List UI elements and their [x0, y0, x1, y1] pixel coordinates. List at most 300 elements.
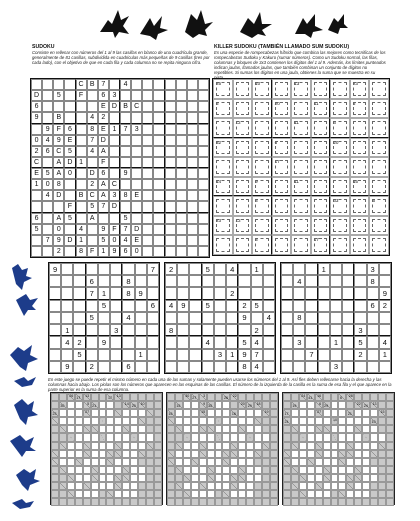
- sudoku-cell[interactable]: [61, 275, 73, 287]
- kakuro-input-cell[interactable]: [106, 466, 114, 474]
- sudoku-cell[interactable]: [165, 79, 176, 90]
- sudoku-cell[interactable]: 4: [42, 190, 53, 201]
- kakuro-input-cell[interactable]: [331, 466, 339, 474]
- killer-cell[interactable]: [272, 157, 292, 177]
- kakuro-input-cell[interactable]: [323, 490, 331, 498]
- kakuro-input-cell[interactable]: [354, 417, 362, 425]
- sudoku-cell[interactable]: [330, 324, 342, 336]
- sudoku-cell[interactable]: [153, 235, 164, 246]
- sudoku-cell[interactable]: [120, 90, 131, 101]
- sudoku-cell[interactable]: [122, 349, 134, 361]
- kakuro-input-cell[interactable]: [254, 409, 262, 417]
- kakuro-input-cell[interactable]: [222, 474, 230, 482]
- sudoku-cell[interactable]: [187, 235, 198, 246]
- sudoku-cell[interactable]: [305, 361, 317, 373]
- kakuro-input-cell[interactable]: [370, 409, 378, 417]
- sudoku-cell[interactable]: A: [98, 190, 109, 201]
- kakuro-input-cell[interactable]: [370, 466, 378, 474]
- killer-cell[interactable]: [291, 99, 311, 119]
- sudoku-cell[interactable]: [367, 312, 379, 324]
- sudoku-cell[interactable]: 7: [251, 349, 263, 361]
- sudoku-cell[interactable]: [176, 213, 187, 224]
- kakuro-input-cell[interactable]: [67, 466, 75, 474]
- sudoku-cell[interactable]: [202, 324, 214, 336]
- sudoku-cell[interactable]: [176, 135, 187, 146]
- sudoku-cell[interactable]: [142, 235, 153, 246]
- sudoku-cell[interactable]: [176, 246, 187, 257]
- sudoku-cell[interactable]: [110, 275, 122, 287]
- sudoku-cell[interactable]: [187, 90, 198, 101]
- sudoku-cell[interactable]: [226, 312, 238, 324]
- sudoku-cell[interactable]: [226, 336, 238, 348]
- sudoku-cell[interactable]: C: [131, 101, 142, 112]
- sudoku-cell[interactable]: 4: [251, 361, 263, 373]
- kakuro-input-cell[interactable]: [122, 458, 130, 466]
- sudoku-cell[interactable]: [198, 135, 209, 146]
- sudoku-cell[interactable]: [135, 324, 147, 336]
- sudoku-cell[interactable]: [165, 275, 177, 287]
- sudoku-cell[interactable]: 2: [73, 336, 85, 348]
- sudoku-cell[interactable]: A: [53, 157, 64, 168]
- killer-cell[interactable]: [272, 138, 292, 158]
- kakuro-input-cell[interactable]: [230, 458, 238, 466]
- kakuro-input-cell[interactable]: [222, 482, 230, 490]
- sudoku-cell[interactable]: [110, 361, 122, 373]
- sudoku-cell[interactable]: [42, 201, 53, 212]
- kakuro-input-cell[interactable]: [99, 482, 107, 490]
- sudoku-cell[interactable]: [165, 224, 176, 235]
- sudoku-cell[interactable]: 5: [251, 300, 263, 312]
- kakuro-input-cell[interactable]: [207, 482, 215, 490]
- killer-cell[interactable]: [330, 177, 350, 197]
- kakuro-input-cell[interactable]: [338, 433, 346, 441]
- kakuro-input-cell[interactable]: [354, 409, 362, 417]
- sudoku-cell[interactable]: [110, 263, 122, 275]
- sudoku-cell[interactable]: 4: [251, 336, 263, 348]
- kakuro-input-cell[interactable]: [122, 442, 130, 450]
- sudoku-cell[interactable]: [187, 146, 198, 157]
- sudoku-cell[interactable]: D: [64, 235, 75, 246]
- sudoku-cell[interactable]: 6: [98, 168, 109, 179]
- sudoku-cell[interactable]: 9: [42, 124, 53, 135]
- sudoku-cell[interactable]: [176, 101, 187, 112]
- sudoku-cell[interactable]: [251, 275, 263, 287]
- sudoku-cell[interactable]: 7: [98, 201, 109, 212]
- kakuro-input-cell[interactable]: [91, 409, 99, 417]
- sudoku-cell[interactable]: [64, 179, 75, 190]
- sudoku-cell[interactable]: [98, 324, 110, 336]
- sudoku-cell[interactable]: [281, 263, 293, 275]
- sudoku-cell[interactable]: [76, 179, 87, 190]
- sudoku-cell[interactable]: [342, 287, 354, 299]
- sudoku-cell[interactable]: [177, 312, 189, 324]
- sudoku-cell[interactable]: [177, 361, 189, 373]
- kakuro-input-cell[interactable]: [299, 458, 307, 466]
- kakuro-input-cell[interactable]: [315, 474, 323, 482]
- killer-cell[interactable]: [350, 79, 370, 99]
- kakuro-input-cell[interactable]: [338, 474, 346, 482]
- killer-cell[interactable]: [252, 177, 272, 197]
- kakuro-input-cell[interactable]: [246, 425, 254, 433]
- kakuro-input-cell[interactable]: [75, 450, 83, 458]
- sudoku-cell[interactable]: 4: [263, 312, 275, 324]
- kakuro-input-cell[interactable]: [59, 450, 67, 458]
- sudoku-cell[interactable]: [61, 263, 73, 275]
- kakuro-input-cell[interactable]: [99, 409, 107, 417]
- sudoku-cell[interactable]: [189, 324, 201, 336]
- killer-cell[interactable]: [291, 157, 311, 177]
- sudoku-cell[interactable]: [263, 324, 275, 336]
- kakuro-input-cell[interactable]: [183, 425, 191, 433]
- sudoku-cell[interactable]: [73, 312, 85, 324]
- sudoku-cell[interactable]: F: [98, 157, 109, 168]
- kakuro-input-cell[interactable]: [307, 433, 315, 441]
- sudoku-cell[interactable]: [293, 263, 305, 275]
- killer-cell[interactable]: [233, 157, 253, 177]
- sudoku-cell[interactable]: [53, 201, 64, 212]
- sudoku-cell[interactable]: [153, 179, 164, 190]
- kakuro-input-cell[interactable]: [67, 417, 75, 425]
- sudoku-cell[interactable]: [305, 312, 317, 324]
- sudoku-cell[interactable]: [86, 349, 98, 361]
- sudoku-cell[interactable]: E: [31, 168, 42, 179]
- sudoku-cell[interactable]: 9: [135, 287, 147, 299]
- kakuro-input-cell[interactable]: [215, 458, 223, 466]
- sudoku-cell[interactable]: [42, 90, 53, 101]
- kakuro-input-cell[interactable]: [75, 490, 83, 498]
- sudoku-cell[interactable]: [202, 275, 214, 287]
- sudoku-cell[interactable]: [120, 135, 131, 146]
- sudoku-cell[interactable]: [176, 235, 187, 246]
- sudoku-cell[interactable]: [142, 201, 153, 212]
- sudoku-cell[interactable]: [120, 201, 131, 212]
- kakuro-input-cell[interactable]: [67, 425, 75, 433]
- sudoku-cell[interactable]: [226, 361, 238, 373]
- sudoku-cell[interactable]: 4: [87, 112, 98, 123]
- sudoku-cell[interactable]: [131, 146, 142, 157]
- kakuro-input-cell[interactable]: [191, 474, 199, 482]
- kakuro-input-cell[interactable]: [299, 425, 307, 433]
- kakuro-input-cell[interactable]: [91, 490, 99, 498]
- killer-cell[interactable]: [369, 118, 389, 138]
- sudoku-cell[interactable]: A: [98, 146, 109, 157]
- sudoku-cell[interactable]: 9: [98, 336, 110, 348]
- sudoku-cell[interactable]: 6: [42, 146, 53, 157]
- killer-cell[interactable]: [369, 79, 389, 99]
- killer-cell[interactable]: [311, 99, 331, 119]
- kakuro-input-cell[interactable]: [362, 425, 370, 433]
- sudoku-cell[interactable]: 5: [31, 224, 42, 235]
- kakuro-input-cell[interactable]: [114, 417, 122, 425]
- sudoku-cell[interactable]: [367, 349, 379, 361]
- killer-cell[interactable]: [272, 235, 292, 255]
- kakuro-input-cell[interactable]: [75, 466, 83, 474]
- kakuro-input-cell[interactable]: [238, 417, 246, 425]
- sudoku-cell[interactable]: [109, 112, 120, 123]
- killer-cell[interactable]: [350, 138, 370, 158]
- killer-cell[interactable]: [252, 157, 272, 177]
- sudoku-cell[interactable]: [86, 336, 98, 348]
- sudoku-cell[interactable]: 6: [120, 246, 131, 257]
- kakuro-input-cell[interactable]: [138, 474, 146, 482]
- sudoku-cell[interactable]: [214, 361, 226, 373]
- sudoku-cell[interactable]: 1: [330, 336, 342, 348]
- kakuro-input-cell[interactable]: [106, 417, 114, 425]
- killer-cell[interactable]: [350, 157, 370, 177]
- sudoku-cell[interactable]: [98, 349, 110, 361]
- sudoku-cell[interactable]: [379, 312, 391, 324]
- sudoku-cell[interactable]: [110, 336, 122, 348]
- sudoku-cell[interactable]: [330, 300, 342, 312]
- sudoku-cell[interactable]: [64, 101, 75, 112]
- sudoku-cell[interactable]: [73, 300, 85, 312]
- kakuro-input-cell[interactable]: [67, 409, 75, 417]
- sudoku-cell[interactable]: [147, 361, 159, 373]
- sudoku-cell[interactable]: [189, 361, 201, 373]
- sudoku-cell[interactable]: [263, 336, 275, 348]
- sudoku-cell[interactable]: 9: [238, 349, 250, 361]
- kakuro-input-cell[interactable]: [199, 433, 207, 441]
- kakuro-input-cell[interactable]: [362, 450, 370, 458]
- kakuro-input-cell[interactable]: [83, 458, 91, 466]
- sudoku-cell[interactable]: [64, 224, 75, 235]
- sudoku-cell[interactable]: [238, 263, 250, 275]
- sudoku-cell[interactable]: [73, 275, 85, 287]
- sudoku-cell[interactable]: [98, 263, 110, 275]
- sudoku-cell[interactable]: [153, 201, 164, 212]
- sudoku-cell[interactable]: [342, 275, 354, 287]
- sudoku-cell[interactable]: 2: [238, 300, 250, 312]
- kakuro-input-cell[interactable]: [354, 442, 362, 450]
- sudoku-cell[interactable]: [165, 235, 176, 246]
- kakuro-input-cell[interactable]: [146, 433, 154, 441]
- sudoku-cell[interactable]: 7: [305, 349, 317, 361]
- kakuro-input-cell[interactable]: [331, 450, 339, 458]
- kakuro-input-cell[interactable]: [307, 466, 315, 474]
- sudoku-cell[interactable]: 5: [64, 213, 75, 224]
- sudoku-cell[interactable]: [31, 79, 42, 90]
- kakuro-input-cell[interactable]: [130, 425, 138, 433]
- sudoku-cell[interactable]: 1: [98, 246, 109, 257]
- sudoku-cell[interactable]: [176, 146, 187, 157]
- sudoku-cell[interactable]: [198, 213, 209, 224]
- sudoku-cell[interactable]: [226, 324, 238, 336]
- sudoku-cell[interactable]: [142, 168, 153, 179]
- sudoku-cell[interactable]: [98, 275, 110, 287]
- sudoku-cell[interactable]: 0: [109, 235, 120, 246]
- sudoku-cell[interactable]: [281, 287, 293, 299]
- sudoku-cell[interactable]: [342, 336, 354, 348]
- sudoku-cell[interactable]: [142, 79, 153, 90]
- killer-cell[interactable]: [272, 177, 292, 197]
- kakuro-input-cell[interactable]: [230, 433, 238, 441]
- sudoku-cell[interactable]: [31, 246, 42, 257]
- kakuro-input-cell[interactable]: [246, 490, 254, 498]
- kakuro-input-cell[interactable]: [315, 458, 323, 466]
- sudoku-cell[interactable]: [305, 300, 317, 312]
- sudoku-cell[interactable]: [198, 90, 209, 101]
- kakuro-input-cell[interactable]: [346, 433, 354, 441]
- sudoku-cell[interactable]: 4: [120, 235, 131, 246]
- sudoku-cell[interactable]: [330, 275, 342, 287]
- sudoku-cell[interactable]: [53, 101, 64, 112]
- kakuro-input-cell[interactable]: [191, 450, 199, 458]
- sudoku-cell[interactable]: [73, 361, 85, 373]
- kakuro-input-cell[interactable]: [362, 409, 370, 417]
- kakuro-input-cell[interactable]: [75, 401, 83, 409]
- kakuro-input-cell[interactable]: [106, 442, 114, 450]
- sudoku-cell[interactable]: [153, 246, 164, 257]
- sudoku-cell[interactable]: [165, 179, 176, 190]
- sudoku-cell[interactable]: [135, 361, 147, 373]
- sudoku-cell[interactable]: [318, 287, 330, 299]
- sudoku-cell[interactable]: [187, 112, 198, 123]
- sudoku-cell[interactable]: [73, 324, 85, 336]
- sudoku-cell[interactable]: [214, 287, 226, 299]
- kakuro-input-cell[interactable]: [99, 474, 107, 482]
- kakuro-input-cell[interactable]: [138, 409, 146, 417]
- kakuro-input-cell[interactable]: [378, 433, 386, 441]
- kakuro-input-cell[interactable]: [215, 482, 223, 490]
- kakuro-input-cell[interactable]: [130, 442, 138, 450]
- sudoku-cell[interactable]: [87, 224, 98, 235]
- kakuro-input-cell[interactable]: [246, 482, 254, 490]
- sudoku-cell[interactable]: [49, 312, 61, 324]
- sudoku-cell[interactable]: [165, 157, 176, 168]
- kakuro-input-cell[interactable]: [83, 490, 91, 498]
- sudoku-cell[interactable]: 3: [109, 190, 120, 201]
- sudoku-cell[interactable]: 3: [131, 124, 142, 135]
- sudoku-cell[interactable]: [305, 324, 317, 336]
- killer-cell[interactable]: [213, 177, 233, 197]
- sudoku-cell[interactable]: [131, 168, 142, 179]
- sudoku-cell[interactable]: [87, 235, 98, 246]
- sudoku-cell[interactable]: [281, 349, 293, 361]
- sudoku-cell[interactable]: 4: [120, 79, 131, 90]
- killer-cell[interactable]: [350, 118, 370, 138]
- sudoku-cell[interactable]: [153, 213, 164, 224]
- sudoku-cell[interactable]: 1: [379, 349, 391, 361]
- kakuro-input-cell[interactable]: [199, 490, 207, 498]
- sudoku-cell[interactable]: [122, 300, 134, 312]
- sudoku-cell[interactable]: [131, 201, 142, 212]
- sudoku-cell[interactable]: [42, 213, 53, 224]
- killer-cell[interactable]: [272, 99, 292, 119]
- killer-cell[interactable]: [311, 79, 331, 99]
- sudoku-cell[interactable]: 6: [367, 300, 379, 312]
- sudoku-cell[interactable]: [73, 263, 85, 275]
- sudoku-cell[interactable]: D: [98, 135, 109, 146]
- kakuro-input-cell[interactable]: [230, 490, 238, 498]
- kakuro-input-cell[interactable]: [246, 458, 254, 466]
- sudoku-cell[interactable]: 1: [135, 349, 147, 361]
- sudoku-cell[interactable]: 8: [53, 179, 64, 190]
- sudoku-cell[interactable]: [177, 287, 189, 299]
- kakuro-input-cell[interactable]: [138, 425, 146, 433]
- sudoku-cell[interactable]: [131, 79, 142, 90]
- kakuro-input-cell[interactable]: [99, 466, 107, 474]
- kakuro-input-cell[interactable]: [346, 417, 354, 425]
- sudoku-cell[interactable]: 9: [379, 287, 391, 299]
- sudoku-cell[interactable]: [354, 263, 366, 275]
- killer-cell[interactable]: [213, 196, 233, 216]
- sudoku-cell[interactable]: 9: [31, 112, 42, 123]
- kakuro-input-cell[interactable]: [191, 425, 199, 433]
- kakuro-input-cell[interactable]: [362, 474, 370, 482]
- sudoku-cell[interactable]: 2: [87, 179, 98, 190]
- kakuro-input-cell[interactable]: [338, 466, 346, 474]
- sudoku-cell[interactable]: [49, 287, 61, 299]
- sudoku-cell[interactable]: [379, 275, 391, 287]
- sudoku-cell[interactable]: E: [131, 190, 142, 201]
- sudoku-cell[interactable]: [147, 336, 159, 348]
- sudoku-cell[interactable]: [263, 349, 275, 361]
- sudoku-cell[interactable]: [189, 287, 201, 299]
- kakuro-input-cell[interactable]: [222, 401, 230, 409]
- sudoku-cell[interactable]: [131, 112, 142, 123]
- kakuro-input-cell[interactable]: [246, 474, 254, 482]
- killer-cell[interactable]: [311, 138, 331, 158]
- sudoku-cell[interactable]: [142, 224, 153, 235]
- sudoku-cell[interactable]: [64, 90, 75, 101]
- kakuro-input-cell[interactable]: [130, 482, 138, 490]
- sudoku-cell[interactable]: [214, 275, 226, 287]
- sudoku-cell[interactable]: [198, 112, 209, 123]
- kakuro-input-cell[interactable]: [99, 425, 107, 433]
- killer-cell[interactable]: [291, 118, 311, 138]
- sudoku-cell[interactable]: [342, 349, 354, 361]
- sudoku-cell[interactable]: 5: [87, 201, 98, 212]
- sudoku-cell[interactable]: [42, 224, 53, 235]
- sudoku-cell[interactable]: [109, 213, 120, 224]
- kakuro-input-cell[interactable]: [307, 450, 315, 458]
- sudoku-cell[interactable]: [53, 79, 64, 90]
- kakuro-input-cell[interactable]: [222, 409, 230, 417]
- sudoku-cell[interactable]: [109, 135, 120, 146]
- sudoku-cell[interactable]: [226, 300, 238, 312]
- sudoku-cell[interactable]: [142, 213, 153, 224]
- sudoku-cell[interactable]: [153, 168, 164, 179]
- sudoku-cell[interactable]: [281, 300, 293, 312]
- sudoku-cell[interactable]: [238, 324, 250, 336]
- kakuro-input-cell[interactable]: [138, 442, 146, 450]
- sudoku-cell[interactable]: [147, 275, 159, 287]
- sudoku-cell[interactable]: [187, 213, 198, 224]
- sudoku-cell[interactable]: [214, 263, 226, 275]
- sudoku-cell[interactable]: [318, 300, 330, 312]
- kakuro-input-cell[interactable]: [191, 490, 199, 498]
- killer-cell[interactable]: [330, 216, 350, 236]
- kakuro-input-cell[interactable]: [291, 409, 299, 417]
- sudoku-cell[interactable]: C: [109, 179, 120, 190]
- kakuro-input-cell[interactable]: [106, 482, 114, 490]
- killer-cell[interactable]: [252, 118, 272, 138]
- kakuro-input-cell[interactable]: [331, 482, 339, 490]
- sudoku-cell[interactable]: [318, 275, 330, 287]
- kakuro-input-cell[interactable]: [175, 458, 183, 466]
- kakuro-input-cell[interactable]: [299, 482, 307, 490]
- sudoku-cell[interactable]: [354, 300, 366, 312]
- sudoku-cell[interactable]: 2: [98, 112, 109, 123]
- killer-cell[interactable]: [233, 99, 253, 119]
- kakuro-input-cell[interactable]: [67, 442, 75, 450]
- killer-cell[interactable]: [213, 118, 233, 138]
- kakuro-input-cell[interactable]: [238, 442, 246, 450]
- kakuro-input-cell[interactable]: [323, 482, 331, 490]
- sudoku-cell[interactable]: [153, 146, 164, 157]
- sudoku-cell[interactable]: [214, 312, 226, 324]
- sudoku-cell[interactable]: [98, 213, 109, 224]
